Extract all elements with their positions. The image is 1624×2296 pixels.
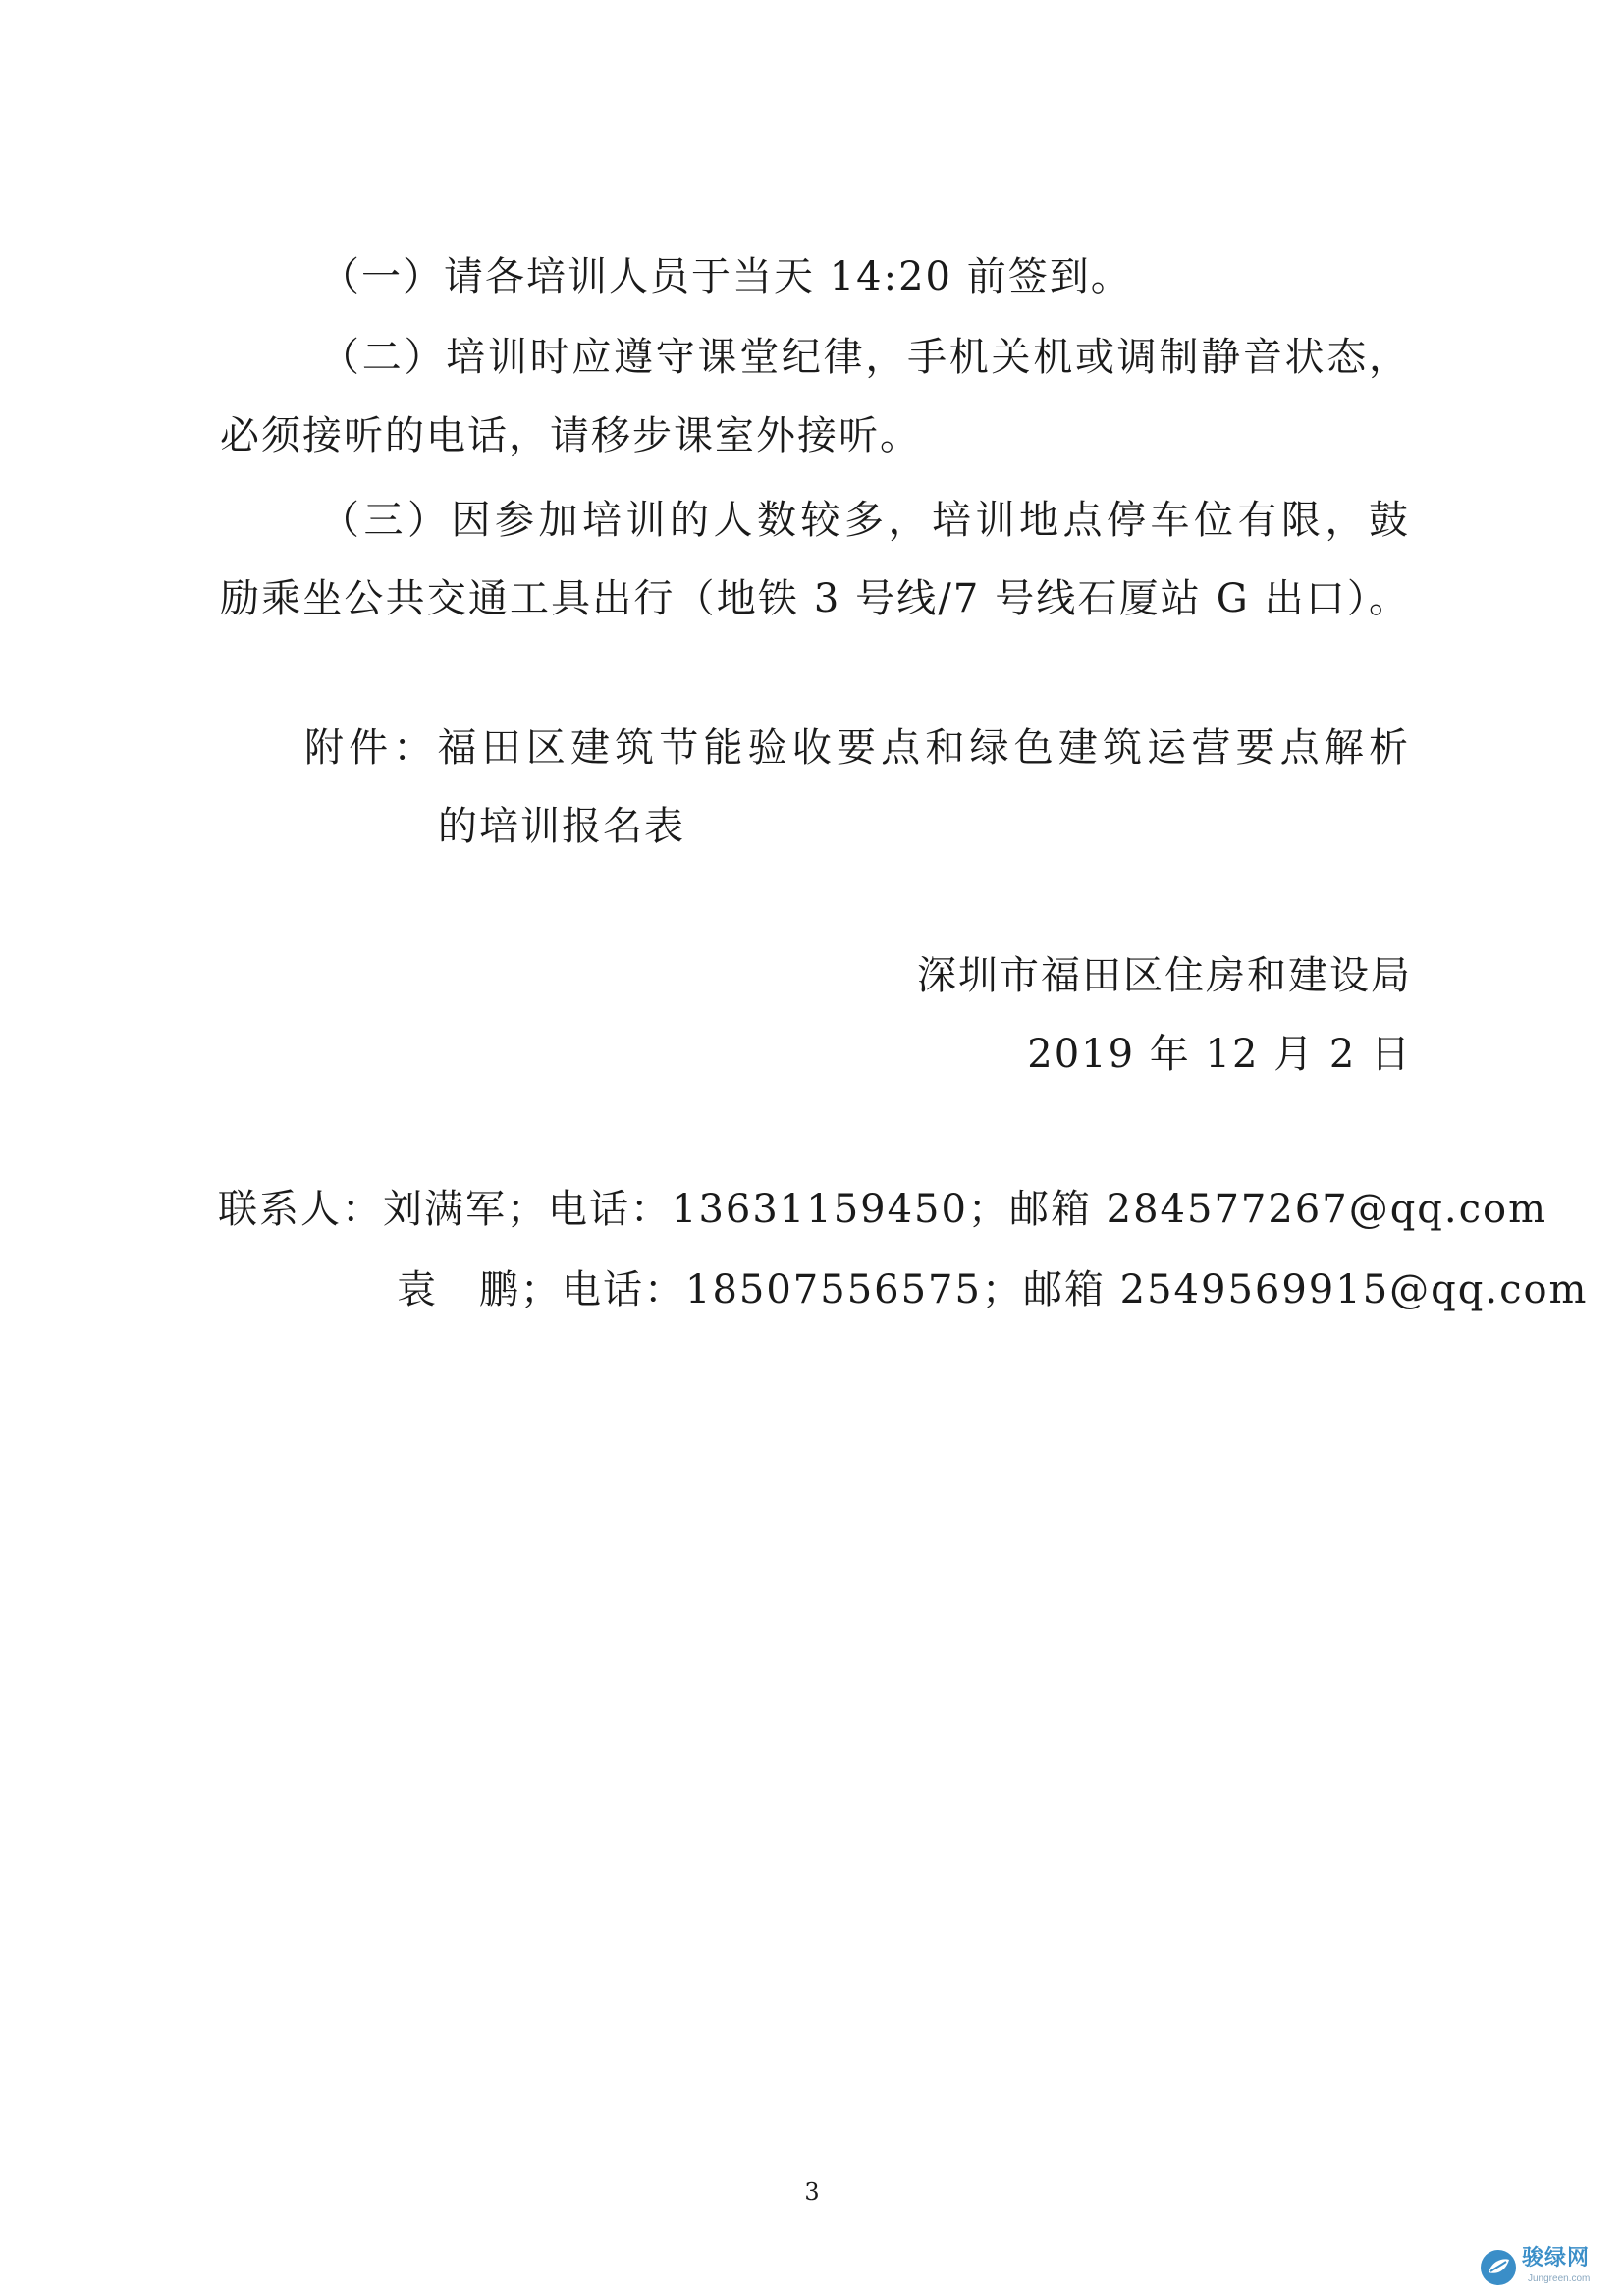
note-item-1: （一）请各培训人员于当天 14:20 前签到。 xyxy=(320,254,1132,299)
signature-organization: 深圳市福田区住房和建设局 xyxy=(917,953,1412,998)
watermark-url: Jungreen.com xyxy=(1528,2273,1591,2284)
leaf-logo-icon xyxy=(1479,2248,1518,2287)
note-item-2-line-1: （二）培训时应遵守课堂纪律，手机关机或调制静音状态， xyxy=(320,335,1410,380)
signature-date: 2019 年 12 月 2 日 xyxy=(1027,1032,1412,1077)
contact-line-1: 联系人：刘满军；电话：13631159450；邮箱 284577267@qq.com xyxy=(218,1187,1548,1232)
note-item-2-line-2: 必须接听的电话，请移步课室外接听。 xyxy=(220,413,921,458)
attachment-line-1: 附件：福田区建筑节能验收要点和绿色建筑运营要点解析 xyxy=(304,725,1410,771)
attachment-line-2: 的培训报名表 xyxy=(438,804,685,849)
site-watermark xyxy=(1479,2246,1618,2289)
note-item-3-line-2: 励乘坐公共交通工具出行（地铁 3 号线/7 号线石厦站 G 出口）。 xyxy=(220,576,1410,621)
note-item-3-line-1: （三）因参加培训的人数较多，培训地点停车位有限，鼓 xyxy=(320,498,1410,543)
contact-line-2: 袁 鹏；电话：18507556575；邮箱 2549569915@qq.com xyxy=(397,1267,1589,1312)
page-number: 3 xyxy=(804,2178,820,2206)
watermark-brand: 骏绿网 xyxy=(1522,2246,1591,2270)
